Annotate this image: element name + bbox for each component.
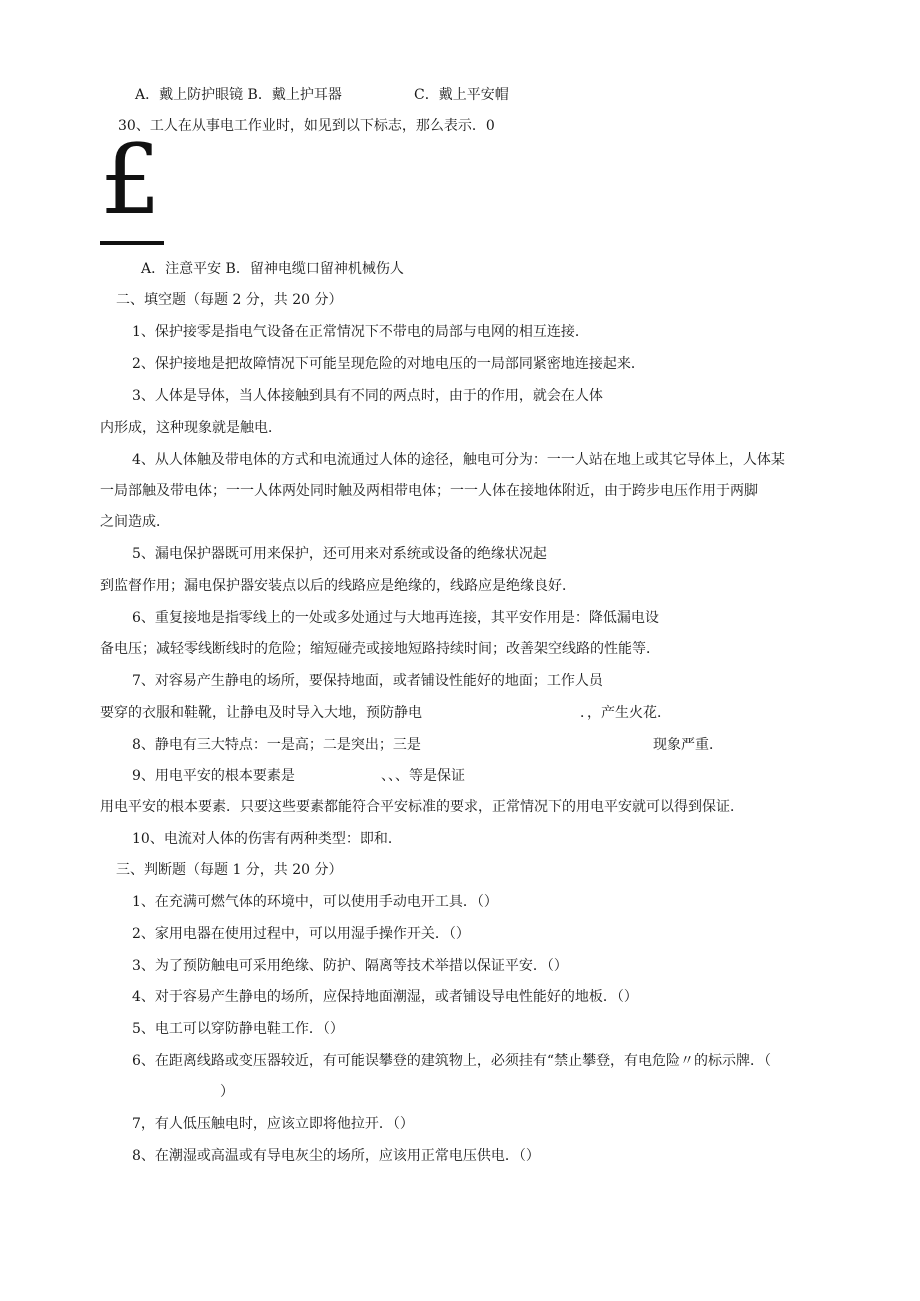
fill-q4-line1: 4、从人体触及带电体的方式和电流通过人体的途径，触电可分为：一一人站在地上或其它导体上，人体某 xyxy=(132,452,785,468)
fill-q5-line1: 5、漏电保护器既可用来保护，还可用来对系统或设备的绝缘状况起 xyxy=(132,546,547,562)
judge-q4: 4、对于容易产生静电的场所，应保持地面潮湿，或者铺设导电性能好的地板．（） xyxy=(132,989,638,1005)
q29-option-c: C．戴上平安帽 xyxy=(414,87,509,103)
fill-q8-part2: 现象严重． xyxy=(653,737,723,753)
judge-q5: 5、电工可以穿防静电鞋工作．（） xyxy=(132,1021,344,1037)
section3-title: 三、判断题（每题 1 分，共 20 分） xyxy=(116,862,343,878)
judge-q1: 1、在充满可燃气体的环境中，可以使用手动电开工具．（） xyxy=(132,894,498,910)
fill-q7-line2-part2: ．，产生火花． xyxy=(580,705,671,721)
fill-q2: 2、保护接地是把故障情况下可能呈现危险的对地电压的一局部同紧密地连接起来． xyxy=(132,356,645,372)
q30-stem: 30、工人在从事电工作业时，如见到以下标志，那么表示．0 xyxy=(118,118,495,134)
fill-q9-line1-part1: 9、用电平安的根本要素是 xyxy=(132,768,295,784)
fill-q3-line2: 内形成，这种现象就是触电． xyxy=(100,420,282,436)
q30-options: A．注意平安 B．留神电缆口留神机械伤人 xyxy=(141,261,404,277)
judge-q3: 3、为了预防触电可采用绝缘、防护、隔离等技术举措以保证平安．（） xyxy=(132,958,568,974)
section2-title: 二、填空题（每题 2 分，共 20 分） xyxy=(116,292,343,308)
fill-q8-part1: 8、静电有三大特点：一是高；二是突出；三是 xyxy=(132,737,421,753)
fill-q6-line2: 备电压；减轻零线断线时的危险；缩短碰壳或接地短路持续时间；改善架空线路的性能等． xyxy=(100,641,660,657)
fill-q9-line2: 用电平安的根本要素．只要这些要素都能符合平安标准的要求，正常情况下的用电平安就可以得到保证． xyxy=(100,799,744,815)
pound-sign-icon: £ xyxy=(100,124,162,236)
fill-q3-line1: 3、人体是导体，当人体接触到具有不同的两点时，由于的作用，就会在人体 xyxy=(132,388,603,404)
judge-q6-line2: ） xyxy=(220,1084,234,1100)
fill-q4-line2: 一局部触及带电体；一一人体两处同时触及两相带电体；一一人体在接地体附近，由于跨步电压作用于两脚 xyxy=(100,483,758,499)
fill-q10: 10、电流对人体的伤害有两种类型：即和． xyxy=(132,831,402,847)
fill-q5-line2: 到监督作用；漏电保护器安装点以后的线路应是绝缘的，线路应是绝缘良好． xyxy=(100,578,576,594)
judge-q7: 7，有人低压触电时，应该立即将他拉开．（） xyxy=(132,1116,414,1132)
judge-q8: 8、在潮湿或高温或有导电灰尘的场所，应该用正常电压供电．（） xyxy=(132,1148,540,1164)
fill-q1: 1、保护接零是指电气设备在正常情况下不带电的局部与电网的相互连接． xyxy=(132,324,589,340)
fill-q7-line2-part1: 要穿的衣服和鞋靴，让静电及时导入大地，预防静电 xyxy=(100,705,422,721)
fill-q6-line1: 6、重复接地是指零线上的一处或多处通过与大地再连接，其平安作用是：降低漏电设 xyxy=(132,610,659,626)
sign-underline xyxy=(100,241,164,245)
judge-q2: 2、家用电器在使用过程中，可以用湿手操作开关．（） xyxy=(132,926,470,942)
q29-options-ab: A．戴上防护眼镜 B．戴上护耳器 xyxy=(135,87,342,103)
fill-q9-line1-part2: 、、、等是保证 xyxy=(381,768,465,784)
judge-q6-line1: 6、在距离线路或变压器较近，有可能误攀登的建筑物上，必须挂有“禁止攀登，有电危险〃的标示牌．（ xyxy=(132,1053,772,1069)
fill-q4-line3: 之间造成． xyxy=(100,514,170,530)
fill-q7-line1: 7、对容易产生静电的场所，要保持地面，或者铺设性能好的地面；工作人员 xyxy=(132,673,603,689)
